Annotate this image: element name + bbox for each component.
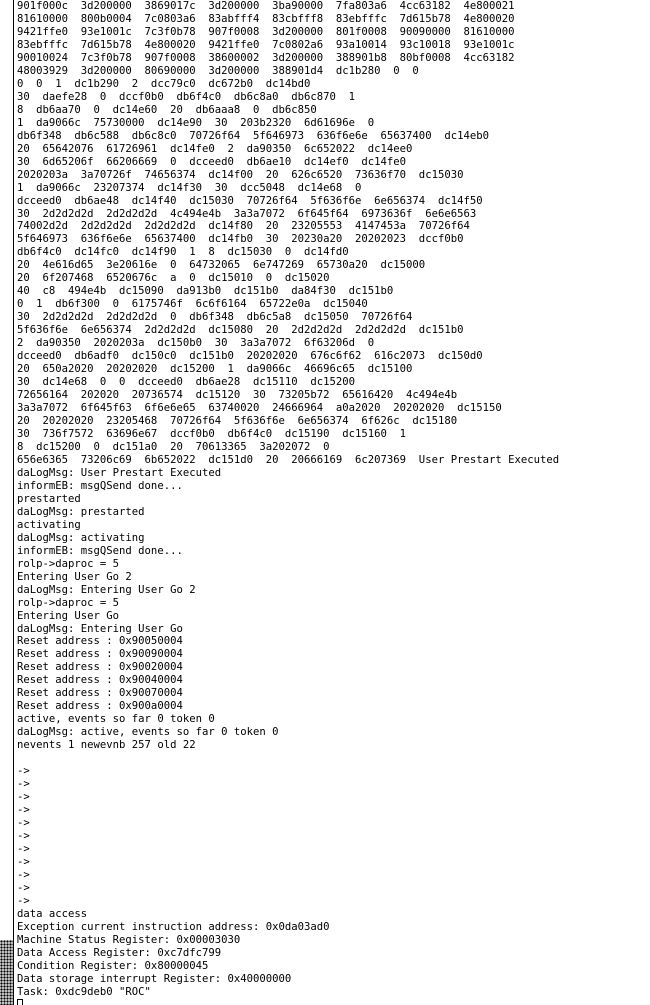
text-cursor	[17, 999, 23, 1005]
terminal-line: Entering User Go	[17, 609, 120, 622]
terminal-line: 20 6f207468 6520676c a 0 dc15010 0 dc15020	[17, 272, 330, 285]
terminal-line: 48003929 3d200000 80690000 3d200000 388901d4 dc1b280 0 0	[17, 64, 419, 77]
terminal-line: Reset address : 0x900a0004	[17, 700, 183, 713]
terminal-line: 30 736f7572 63696e67 dccf0b0 db6f4c0 dc15190 dc15160 1	[17, 427, 407, 440]
terminal-line: 30 2d2d2d2d 2d2d2d2d 0 db6f348 db6c5a8 dc15050 70726f64	[17, 311, 413, 324]
terminal-line: daLogMsg: active, events so far 0 token 0	[17, 726, 279, 739]
terminal-line: 90010024 7c3f0b78 907f0008 38600002 3d200000 388901b8 80bf0008 4cc63182	[17, 51, 515, 64]
terminal-line: 30 daefe28 0 dccf0b0 db6f4c0 db6c8a0 db6c870 1	[17, 90, 356, 103]
terminal-line: nevents 1 newevnb 257 old 22	[17, 739, 196, 752]
terminal-line: daLogMsg: User Prestart Executed	[17, 466, 222, 479]
terminal-line: rolp->daproc = 5	[17, 557, 120, 570]
terminal-line: 2020203a 3a70726f 74656374 dc14f00 20 626c6520 73636f70 dc15030	[17, 168, 464, 181]
terminal-line: 9421ffe0 93e1001c 7c3f0b78 907f0008 3d200000 801f0008 90090000 81610000	[17, 25, 515, 38]
terminal-line: ->	[17, 881, 30, 894]
terminal-line: ->	[17, 894, 30, 907]
terminal-line: ->	[17, 842, 30, 855]
terminal-line: Machine Status Register: 0x00003030	[17, 933, 241, 946]
terminal-line: Exception current instruction address: 0x0da03ad0	[17, 920, 330, 933]
terminal-line: db6f348 db6c588 db6c8c0 70726f64 5f646973 636f6e6e 65637400 dc14eb0	[17, 129, 489, 142]
terminal-line: prestarted	[17, 492, 81, 505]
terminal-line: 3a3a7072 6f645f63 6f6e6e65 63740020 24666964 a0a2020 20202020 dc15150	[17, 402, 502, 415]
terminal-line: 1 da9066c 75730000 dc14e90 30 203b2320 6d61696e 0	[17, 116, 375, 129]
terminal-line: 30 dc14e68 0 0 dcceed0 db6ae28 dc15110 dc15200	[17, 376, 356, 389]
terminal-line: 8 db6aa70 0 dc14e60 20 db6aaa8 0 db6c850	[17, 103, 317, 116]
terminal-line: 83ebfffc 7d615b78 4e800020 9421ffe0 7c0802a6 93a10014 93c10018 93e1001c	[17, 38, 515, 51]
terminal-line: 81610000 800b0004 7c0803a6 83abfff4 83cbfff8 83ebfffc 7d615b78 4e800020	[17, 12, 515, 25]
terminal-line: Reset address : 0x90090004	[17, 648, 183, 661]
scrollbar-track[interactable]	[0, 0, 13, 940]
terminal-line: daLogMsg: Entering User Go 2	[17, 583, 196, 596]
terminal-line: Reset address : 0x90040004	[17, 674, 183, 687]
terminal-line: 0 0 1 dc1b290 2 dcc79c0 dc672b0 dc14bd0	[17, 77, 311, 90]
terminal-line: active, events so far 0 token 0	[17, 713, 215, 726]
terminal-line: ->	[17, 765, 30, 778]
terminal-line: Reset address : 0x90020004	[17, 661, 183, 674]
terminal-line: dcceed0 db6adf0 dc150c0 dc151b0 20202020 676c6f62 616c2073 dc150d0	[17, 350, 483, 363]
terminal-line: 1 da9066c 23207374 dc14f30 30 dcc5048 dc14e68 0	[17, 181, 362, 194]
terminal-line: informEB: msgQSend done...	[17, 479, 183, 492]
terminal-line: Reset address : 0x90050004	[17, 635, 183, 648]
terminal-line: data access	[17, 907, 88, 920]
terminal-line: Data Access Register: 0xc7dfc799	[17, 946, 222, 959]
terminal-line: 5f646973 636f6e6e 65637400 dc14fb0 30 20230a20 20202023 dccf0b0	[17, 233, 464, 246]
terminal-line: 74002d2d 2d2d2d2d 2d2d2d2d dc14f80 20 23205553 4147453a 70726f64	[17, 220, 470, 233]
terminal-line: daLogMsg: Entering User Go	[17, 622, 183, 635]
terminal-line: ->	[17, 830, 30, 842]
terminal-line: ->	[17, 817, 30, 830]
terminal-line: 0 1 db6f300 0 6175746f 6c6f6164 65722e0a dc15040	[17, 298, 368, 311]
terminal-line: daLogMsg: activating	[17, 531, 145, 544]
terminal-line: ->	[17, 868, 30, 881]
terminal-line: 2 da90350 2020203a dc150b0 30 3a3a7072 6f63206d 0	[17, 337, 375, 350]
terminal-line: db6f4c0 dc14fc0 dc14f90 1 8 dc15030 0 dc14fd0	[17, 246, 349, 259]
terminal-line: 5f636f6e 6e656374 2d2d2d2d dc15080 20 2d2d2d2d 2d2d2d2d dc151b0	[17, 324, 464, 337]
terminal-line: activating	[17, 518, 81, 531]
terminal-line: 20 65642076 61726961 dc14fe0 2 da90350 6c652022 dc14ee0	[17, 142, 413, 155]
terminal-line: Reset address : 0x90070004	[17, 687, 183, 700]
terminal-line: Entering User Go 2	[17, 570, 132, 583]
terminal-line: Data storage interrupt Register: 0x40000000	[17, 972, 292, 985]
terminal-line: 30 2d2d2d2d 2d2d2d2d 4c494e4b 3a3a7072 6f645f64 6973636f 6e6e6563	[17, 207, 477, 220]
terminal-line: ->	[17, 855, 30, 868]
terminal-line: 30 6d65206f 66206669 0 dcceed0 db6ae10 dc14ef0 dc14fe0	[17, 155, 407, 168]
terminal-line	[17, 752, 647, 765]
terminal-line: 20 4e616d65 3e20616e 0 64732065 6e747269 65730a20 dc15000	[17, 259, 426, 272]
terminal-output	[17, 0, 647, 1005]
terminal-line: informEB: msgQSend done...	[17, 544, 183, 557]
terminal-line: dcceed0 db6ae48 dc14f40 dc15030 70726f64 5f636f6e 6e656374 dc14f50	[17, 194, 483, 207]
terminal-line: 40 c8 494e4b dc15090 da913b0 dc151b0 da84f30 dc151b0	[17, 285, 394, 298]
terminal-line: ->	[17, 804, 30, 817]
terminal-line: daLogMsg: prestarted	[17, 505, 145, 518]
terminal-input-line[interactable]	[17, 999, 647, 1005]
terminal-line: 20 20202020 23205468 70726f64 5f636f6e 6e656374 6f626c dc15180	[17, 415, 458, 427]
terminal-line: ->	[17, 778, 30, 791]
scrollbar-thumb[interactable]	[0, 940, 13, 1005]
terminal-line: 20 650a2020 20202020 dc15200 1 da9066c 46696c65 dc15100	[17, 363, 413, 376]
terminal-line: Task: 0xdc9deb0 "ROC"	[17, 985, 151, 998]
terminal-line: ->	[17, 791, 30, 804]
terminal-line: Condition Register: 0x80000045	[17, 959, 209, 972]
terminal-line: 656e6365 73206c69 6b652022 dc151d0 20 20666169 6c207369 User Prestart Executed	[17, 453, 560, 466]
terminal-line: 72656164 202020 20736574 dc15120 30 73205b72 65616420 4c494e4b	[17, 389, 458, 402]
vertical-scrollbar[interactable]	[0, 0, 14, 1005]
terminal-line: 8 dc15200 0 dc151a0 20 70613365 3a202072 0	[17, 440, 330, 453]
terminal-line: 901f000c 3d200000 3869017c 3d200000 3ba90000 7fa803a6 4cc63182 4e800021	[17, 0, 515, 12]
terminal-line: rolp->daproc = 5	[17, 596, 120, 609]
